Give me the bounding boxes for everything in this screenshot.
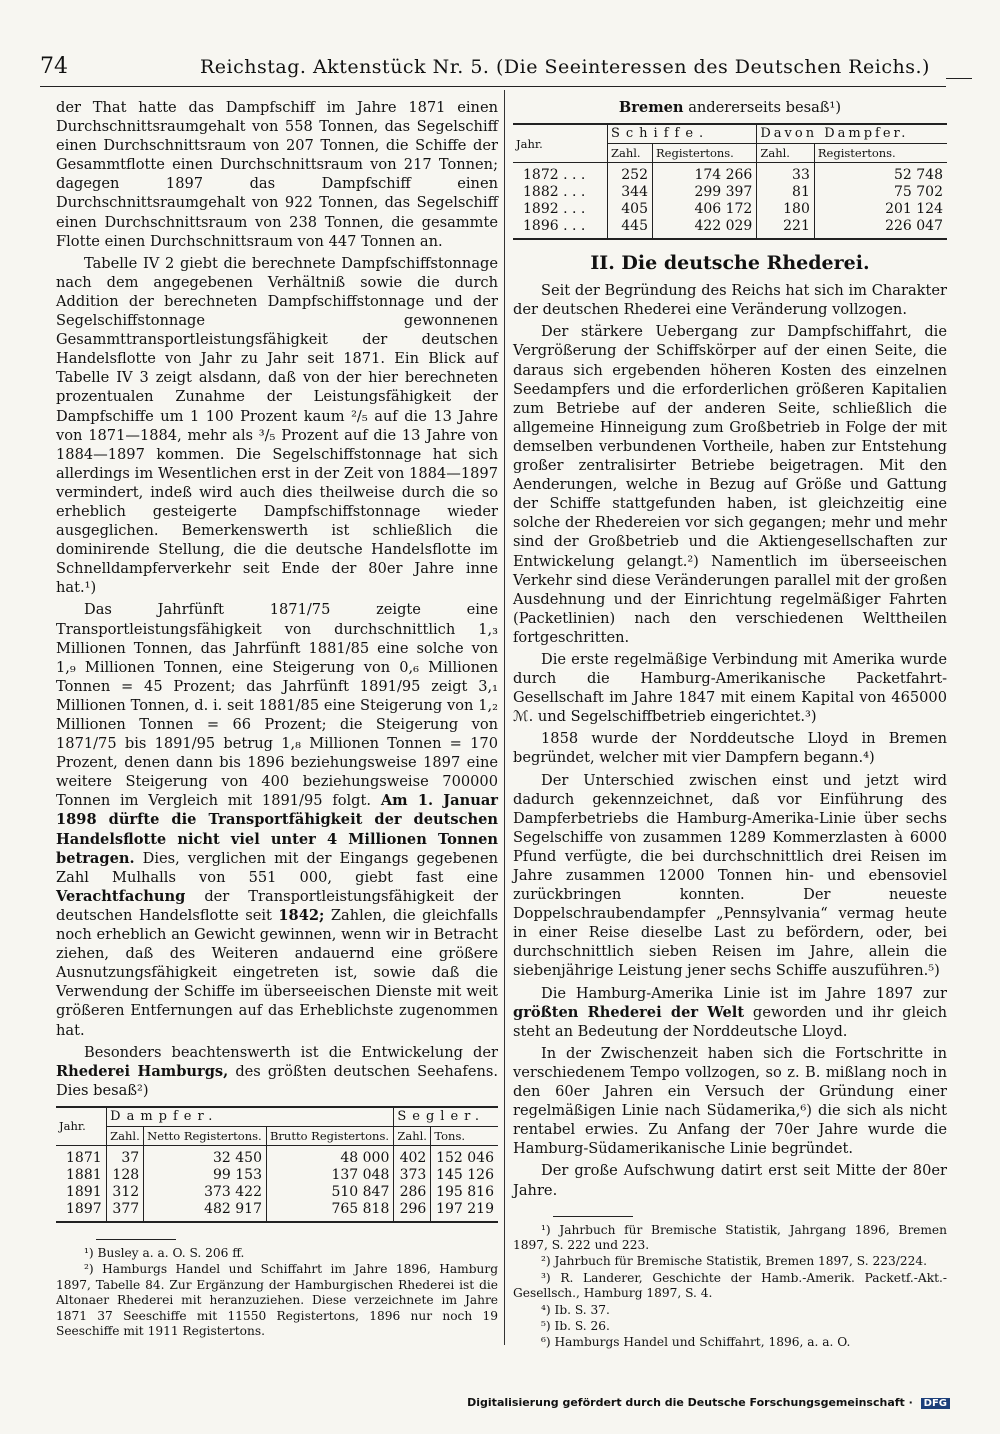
- paragraph: In der Zwischenzeit haben sich die Fortschritte in verschiedenem Tempo vollzogen, so z. B. mißlang noch in den 60er Jahren ein Versuch der Gründung einer regelmäßigen Linie nach Südamerika,⁶) die sich als nicht rentabel erwies. Zu Anfang der 70er Jahre wurde die Hamburg-Südamerikanische Linie begründet.: [513, 1044, 947, 1158]
- table-cell: 99 153: [144, 1167, 267, 1184]
- column-divider: [504, 90, 505, 1345]
- table-cell: 422 029: [653, 218, 757, 239]
- table-cell: 221: [757, 218, 815, 239]
- table-cell: 201 124: [814, 201, 947, 218]
- column-header: Jahr.: [56, 1107, 107, 1146]
- table-cell: 299 397: [653, 184, 757, 201]
- table-row: [513, 218, 947, 239]
- emphasis-text: Am 1. Januar 1898 dürfte die Transportfähigkeit der deutschen Handelsflotte nicht viel unter 4 Millionen Tonnen betragen.: [56, 792, 499, 867]
- footnote: ¹) Busley a. a. O. S. 206 ff.: [84, 1245, 245, 1260]
- table-cell: 1892 . . .: [523, 201, 586, 218]
- table-cell: 145 126: [431, 1167, 498, 1184]
- table-cell: 33: [757, 163, 815, 185]
- table-cell: 1891: [66, 1183, 102, 1200]
- credit-text: Digitalisierung gefördert durch die Deutsche Forschungsgemeinschaft ·: [467, 1396, 913, 1409]
- footnote-rule: [553, 1216, 633, 1217]
- footnote: ⁵) Ib. S. 26.: [541, 1319, 610, 1334]
- table-row: [56, 1167, 498, 1184]
- paragraph: Der stärkere Uebergang zur Dampfschiffahrt, die Vergrößerung der Schiffskörper auf der einen Seite, die daraus sich ergebenden höheren Kosten des einzelnen Seedampfers und die erforderlichen größeren Kapitalien zum Betriebe auf der anderen Seite, schließlich die allgemeine Hinneigung zum Großbetrieb in Folge der mit demselben verbundenen Vortheile, haben zur Entstehung großer zentralisirter Betriebe beigetragen. Mit den Aenderungen, welche in Bezug auf Größe und Gattung der Schiffe stattgefunden haben, ist gleichzeitig eine solche der Rhedereien vor sich gegangen; mehr und mehr sind der Großbetrieb und die Aktiengesellschaften zur Entwickelung gelangt.²) Namentlich im überseeischen Verkehr sind diese Veränderungen parallel mit der großen Ausdehnung und der Einrichtung regelmäßiger Fahrten (Packetlinien) nach den verschiedenen Welttheilen fortgeschritten.: [513, 323, 947, 646]
- table-cell: 286: [394, 1184, 431, 1201]
- table-cell: 1881: [66, 1166, 102, 1183]
- text-run: Die Hamburg-Amerika Linie ist im Jahre 1897 zur: [541, 984, 947, 1002]
- column-group-header: Segler.: [394, 1107, 498, 1127]
- footnote: ²) Jahrbuch für Bremische Statistik, Bremen 1897, S. 223/224.: [541, 1254, 927, 1269]
- table-cell: 344: [608, 184, 653, 201]
- table-cell: 37: [107, 1145, 144, 1167]
- table-cell: 373: [394, 1167, 431, 1184]
- paragraph: Der große Aufschwung datirt erst seit Mitte der 80er Jahre.: [513, 1162, 947, 1199]
- table-cell: 296: [394, 1201, 431, 1222]
- column-header: Tons.: [431, 1126, 498, 1145]
- dfg-logo: DFG: [921, 1398, 950, 1409]
- page-header: [40, 52, 946, 87]
- running-title: Reichstag. Aktenstück Nr. 5. (Die Seeinteressen des Deutschen Reichs.): [200, 56, 930, 78]
- paragraph: der That hatte das Dampfschiff im Jahre 1871 einen Durchschnittsraumgehalt von 558 Tonnen, das Segelschiff einen Durchschnittsraum von 207 Tonnen, die Schiffe der Gesammtflotte einen Durchschnittsraum von 217 Tonnen; dagegen 1897 das Dampfschiff einen Durchschnittsraumgehalt von 922 Tonnen, das Segelschiff einen Durchschnittsraum von 238 Tonnen, die gesammte Flotte einen Durchschnittsraum von 447 Tonnen an.: [56, 99, 498, 250]
- table-row: [56, 1201, 498, 1222]
- footnote: ⁴) Ib. S. 37.: [541, 1302, 610, 1317]
- right-column: [513, 98, 947, 1352]
- table-row: [513, 163, 947, 185]
- paragraph: 1858 wurde der Norddeutsche Lloyd in Bremen begründet, welcher mit vier Dampfern begann.⁴): [513, 730, 947, 767]
- text-run: geworden und ihr gleich steht an Bedeutung der Norddeutsche Lloyd.: [513, 1003, 947, 1040]
- table-cell: 1896 . . .: [513, 218, 608, 239]
- table-cell: 312: [107, 1184, 144, 1201]
- table-row: [56, 1184, 498, 1201]
- paragraph: Seit der Begründung des Reichs hat sich im Charakter der deutschen Rhederei eine Veränderung vollzogen.: [513, 282, 947, 319]
- table-cell: 377: [107, 1201, 144, 1222]
- table-cell: 1871: [66, 1149, 102, 1166]
- table-cell: 180: [757, 201, 815, 218]
- paragraph: [56, 1043, 498, 1100]
- table-cell: 406 172: [653, 201, 757, 218]
- table-cell: 445: [608, 218, 653, 239]
- column-group-header: Dampfer.: [107, 1107, 394, 1127]
- table-cell: 48 000: [266, 1145, 393, 1167]
- table-cell: 174 266: [653, 163, 757, 185]
- table-cell: 1872 . . .: [523, 167, 586, 184]
- table-cell: 252: [608, 163, 653, 185]
- table-cell: 32 450: [144, 1145, 267, 1167]
- column-header: Zahl.: [757, 144, 815, 163]
- footnote: ⁶) Hamburgs Handel und Schiffahrt, 1896, a. a. O.: [541, 1335, 851, 1350]
- emphasis-text: größten Rhederei der Welt: [513, 1003, 745, 1021]
- table-cell: 128: [107, 1167, 144, 1184]
- text-run: des größten deutschen Seehafens. Dies besaß²): [56, 1062, 498, 1099]
- bremen-table: [513, 123, 947, 240]
- table-cell: 152 046: [431, 1145, 498, 1167]
- table-cell: 482 917: [144, 1201, 267, 1222]
- hamburg-table: [56, 1106, 498, 1223]
- footnote: ¹) Jahrbuch für Bremische Statistik, Jahrgang 1896, Bremen 1897, S. 222 und 223.: [513, 1222, 947, 1252]
- paragraph: [56, 600, 498, 1039]
- text-run: Zahlen, die gleichfalls noch erheblich an Gewicht gewinnen, wenn wir in Betracht ziehen, daß des Weiteren andauernd eine größere Ausnutzungsfähigkeit eingetreten ist, sowie daß die Verwendung der Schiffe im überseeischen Dienste mit weit größeren Entfernungen auf das Erheblichste zugenommen hat.: [56, 906, 498, 1039]
- footnote: ²) Hamburgs Handel und Schiffahrt im Jahre 1896, Hamburg 1897, Tabelle 84. Zur Ergänzung der Hamburgischen Rhederei ist die Altonaer Rhederei mit heranzuziehen. Diese verzeichnete im Jahre 1871 37 Seeschiffe mit 11550 Registertons, 1896 nur noch 19 Seeschiffe mit 1911 Registertons.: [56, 1262, 498, 1338]
- left-column: [56, 98, 498, 1340]
- table-row: [56, 1145, 498, 1167]
- column-header: Netto Registertons.: [144, 1126, 267, 1145]
- table-row: [513, 201, 947, 218]
- column-header: Zahl.: [608, 144, 653, 163]
- table-cell: 197 219: [431, 1201, 498, 1222]
- table-cell: 75 702: [814, 184, 947, 201]
- column-group-header: Davon Dampfer.: [757, 124, 947, 144]
- text-run: andererseits besaß¹): [688, 99, 842, 116]
- emphasis-text: Verachtfachung: [56, 887, 186, 905]
- paragraph: Der Unterschied zwischen einst und jetzt wird dadurch gekennzeichnet, daß vor Einführung des Dampferbetriebs die Hamburg-Amerika-Linie über sechs Segelschiffe von zusammen 1289 Kommerzlasten à 6000 Pfund verfügte, die bei durchschnittlich drei Reisen im Jahre zusammen 12000 Tonnen hin- und ebensoviel zurückbringen konnten. Der neueste Doppelschraubendampfer „Pennsylvania“ vermag heute in einer Reise dieselbe Last zu befördern, oder, bei durchschnittlich sieben Reisen im Jahre, allein die siebenjährige Leistung jener sechs Schiffe auszuführen.⁵): [513, 771, 947, 980]
- table-cell: 52 748: [814, 163, 947, 185]
- column-group-header: Schiffe.: [608, 124, 757, 144]
- emphasis-text: 1842;: [278, 906, 325, 924]
- paragraph: Tabelle IV 2 giebt die berechnete Dampfschiffstonnage nach dem angegebenen Verhältniß sowie die durch Addition der berechneten Dampfschiffstonnage und der Segelschiffstonnage gewonnenen Gesammttransportleistungsfähigkeit der deutschen Handelsflotte von Jahr zu Jahr seit 1871. Ein Blick auf Tabelle IV 3 zeigt alsdann, daß von der hier berechneten prozentualen Zunahme der Leistungsfähigkeit der Dampfschiffe um 1 100 Prozent kaum ²/₅ auf die 13 Jahre von 1871—1884, mehr als ³/₅ Prozent auf die 13 Jahre von 1884—1897 kommen. Die Segelschiffstonnage hat sich allerdings im Wesentlichen erst in der Zeit von 1884—1897 vermindert, indeß wird auch dies theilweise durch die so erheblich gesteigerte Dampfschiffstonnage wieder ausgeglichen. Bemerkenswerth ist schließlich die dominirende Stellung, die die deutsche Handelsflotte im Schnelldampferverkehr seit Ende der 80er Jahre inne hat.¹): [56, 254, 498, 597]
- text-run: der Transportleistungsfähigkeit der deutschen Handelsflotte seit: [56, 887, 498, 924]
- section-heading: II. Die deutsche Rhederei.: [590, 252, 870, 275]
- column-header: Registertons.: [814, 144, 947, 163]
- digitization-credit: [467, 1396, 950, 1409]
- footnote-rule: [96, 1239, 176, 1240]
- table-cell: 765 818: [266, 1201, 393, 1222]
- table-cell: 195 816: [431, 1184, 498, 1201]
- table-cell: 1882 . . .: [523, 184, 586, 201]
- footnote: ³) R. Landerer, Geschichte der Hamb.-Amerik. Packetf.-Akt.-Gesellsch., Hamburg 1897, S. 4.: [513, 1270, 947, 1301]
- table-cell: 226 047: [814, 218, 947, 239]
- column-header: Zahl.: [107, 1126, 144, 1145]
- table-cell: 405: [608, 201, 653, 218]
- text-run: Besonders beachtenswerth ist die Entwickelung der: [84, 1043, 498, 1061]
- column-header: Zahl.: [394, 1126, 431, 1145]
- text-run: Das Jahrfünft 1871/75 zeigte eine Transportleistungsfähigkeit von durchschnittlich 1,₃ Millionen Tonnen, das Jahrfünft 1881/85 eine solche von 1,₉ Millionen Tonnen, eine Steigerung von 0,₆ Millionen Tonnen = 45 Prozent; das Jahrfünft 1891/95 zeigt 3,₁ Millionen Tonnen, d. i. seit 1881/85 eine Steigerung von 1,₂ Millionen Tonnen = 66 Prozent; die Steigerung von 1871/75 bis 1891/95 betrug 1,₈ Millionen Tonnen = 170 Prozent, denen dann bis 1896 beziehungsweise 1897 eine weitere Steigerung von 400 beziehungsweise 700000 Tonnen im Vergleich mit 1891/95 folgt.: [56, 601, 498, 810]
- emphasis-text: Bremen: [618, 99, 684, 116]
- column-header: Jahr.: [513, 124, 608, 163]
- column-header: Brutto Registertons.: [266, 1126, 393, 1145]
- paragraph: [513, 984, 947, 1041]
- column-header: Registertons.: [653, 144, 757, 163]
- table-cell: 510 847: [266, 1184, 393, 1201]
- table-cell: 137 048: [266, 1167, 393, 1184]
- table-cell: 1897: [56, 1201, 107, 1222]
- emphasis-text: Rhederei Hamburgs,: [56, 1062, 229, 1080]
- page-number: 74: [40, 54, 68, 79]
- table-cell: 81: [757, 184, 815, 201]
- paragraph: [513, 98, 947, 117]
- table-cell: 373 422: [144, 1184, 267, 1201]
- table-row: [513, 184, 947, 201]
- header-dash: [946, 78, 972, 79]
- text-run: Dies, verglichen mit der Eingangs gegebenen Zahl Mulhalls von 551 000, giebt fast eine: [56, 849, 498, 886]
- table-cell: 402: [394, 1145, 431, 1167]
- paragraph: Die erste regelmäßige Verbindung mit Amerika wurde durch die Hamburg-Amerikanische Packetfahrt-Gesellschaft im Jahre 1847 mit einem Kapital von 465000 ℳ. und Segelschiffbetrieb eingerichtet.³): [513, 650, 947, 726]
